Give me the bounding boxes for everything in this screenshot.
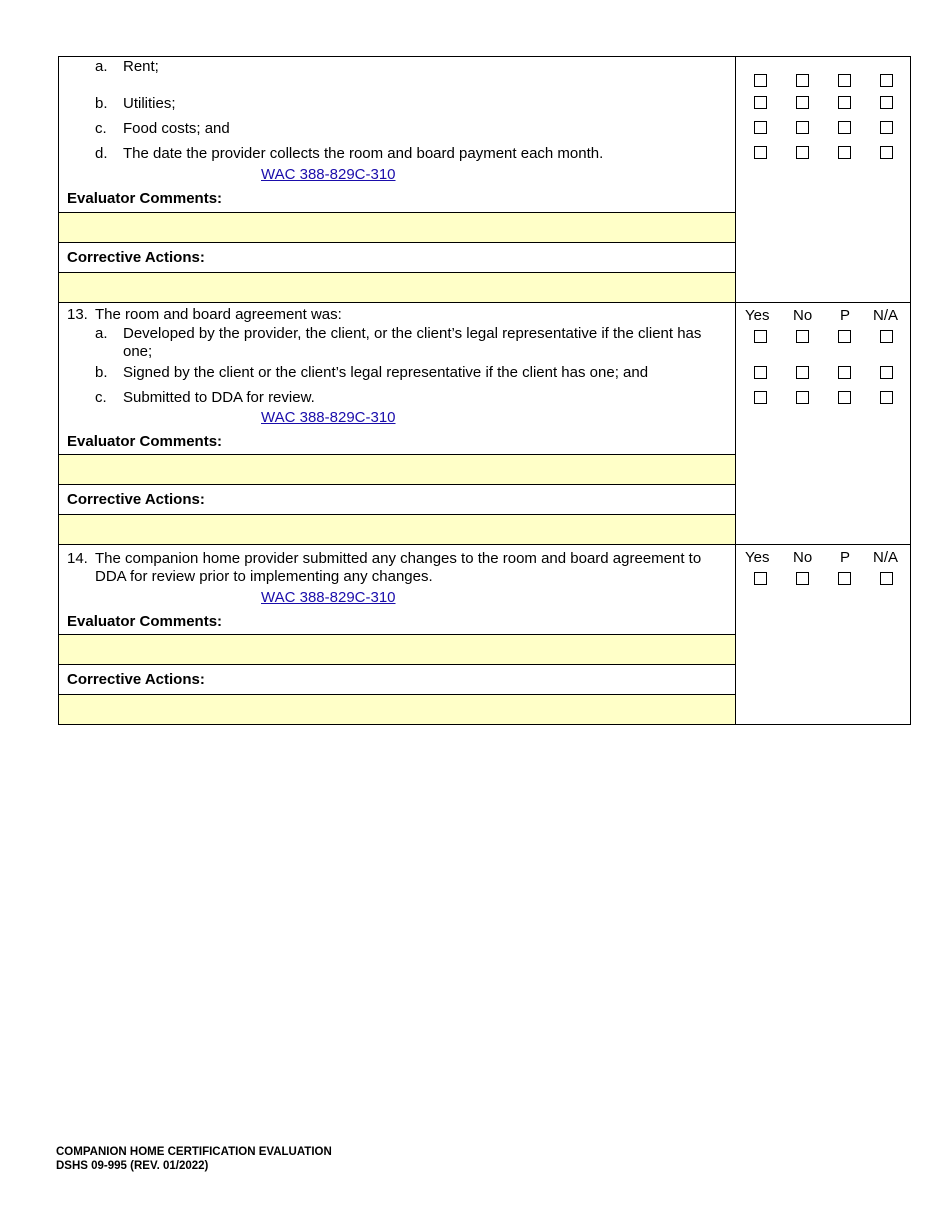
question-text: The companion home provider submitted any changes to the room and board agreement to [95,550,702,567]
checkbox-b-no[interactable] [796,366,809,379]
checkbox-na[interactable] [880,572,893,585]
evaluator-comments-label: Evaluator Comments: [67,613,223,630]
item-d-text: The date the provider collects the room and board payment each month. [123,145,604,162]
header-no: No [793,549,813,566]
checkbox-no[interactable] [796,572,809,585]
item-a-text: Rent; [123,58,159,75]
section-13-question [59,303,735,454]
checkbox-b-p[interactable] [838,96,851,109]
header-yes: Yes [745,549,770,566]
section-13-content [59,303,736,544]
item-c-text: Food costs; and [123,120,230,137]
wac-link[interactable]: WAC 388-829C-310 [261,589,396,606]
item-a-letter: a. [95,58,108,75]
checkbox-a-yes[interactable] [754,74,767,87]
item-b-text: Utilities; [123,95,176,112]
item-c-letter: c. [95,389,107,406]
checkbox-a-na[interactable] [880,330,893,343]
checkbox-d-yes[interactable] [754,146,767,159]
item-c-letter: c. [95,120,107,137]
checkbox-b-na[interactable] [880,96,893,109]
header-no: No [793,307,813,324]
section-13 [59,303,910,545]
checkbox-a-yes[interactable] [754,330,767,343]
checkbox-b-yes[interactable] [754,366,767,379]
section-14-question [59,545,735,634]
item-b-letter: b. [95,95,108,112]
corrective-actions-label: Corrective Actions: [59,242,735,272]
evaluator-comments-field[interactable] [59,212,735,242]
checkbox-b-yes[interactable] [754,96,767,109]
checkbox-d-no[interactable] [796,146,809,159]
checkbox-d-na[interactable] [880,146,893,159]
checkbox-a-p[interactable] [838,74,851,87]
item-a-text-cont: one; [123,343,153,360]
corrective-actions-field[interactable] [59,694,735,724]
corrective-actions-field[interactable] [59,514,735,544]
checkbox-c-p[interactable] [838,121,851,134]
evaluator-comments-label: Evaluator Comments: [67,433,223,450]
section-13-answers [736,303,910,544]
corrective-actions-label: Corrective Actions: [59,664,735,694]
checkbox-p[interactable] [838,572,851,585]
wac-link[interactable]: WAC 388-829C-310 [261,166,396,183]
checkbox-c-no[interactable] [796,121,809,134]
corrective-actions-field[interactable] [59,272,735,302]
question-number: 13. [67,306,88,323]
item-d-letter: d. [95,145,108,162]
section-12 [59,57,910,303]
checkbox-d-p[interactable] [838,146,851,159]
checkbox-c-yes[interactable] [754,391,767,404]
item-c-text: Submitted to DDA for review. [123,389,315,406]
checkbox-a-no[interactable] [796,330,809,343]
item-a-text: Developed by the provider, the client, or the client’s legal representative if the client has [123,325,702,342]
item-b-letter: b. [95,364,108,381]
wac-link[interactable]: WAC 388-829C-310 [261,409,396,426]
footer-title: COMPANION HOME CERTIFICATION EVALUATION [56,1146,332,1158]
checkbox-b-na[interactable] [880,366,893,379]
item-a-letter: a. [95,325,108,342]
evaluation-form [58,56,911,725]
question-number: 14. [67,550,88,567]
section-14-answers [736,545,910,724]
checkbox-c-p[interactable] [838,391,851,404]
checkbox-c-yes[interactable] [754,121,767,134]
checkbox-yes[interactable] [754,572,767,585]
section-12-content [59,57,736,302]
checkbox-c-no[interactable] [796,391,809,404]
header-p: P [840,307,851,324]
section-14-content [59,545,736,724]
question-text: The room and board agreement was: [95,306,342,323]
header-p: P [840,549,851,566]
checkbox-c-na[interactable] [880,121,893,134]
section-14 [59,545,910,724]
header-yes: Yes [745,307,770,324]
question-text-cont: DDA for review prior to implementing any changes. [95,568,433,585]
corrective-actions-label: Corrective Actions: [59,484,735,514]
checkbox-a-na[interactable] [880,74,893,87]
page-footer [56,1145,332,1173]
checkbox-a-p[interactable] [838,330,851,343]
footer-form-id: DSHS 09-995 (REV. 01/2022) [56,1160,209,1172]
section-12-answers [736,57,910,302]
header-na: N/A [873,549,899,566]
section-12-question [59,57,735,212]
checkbox-a-no[interactable] [796,74,809,87]
evaluator-comments-field[interactable] [59,454,735,484]
checkbox-c-na[interactable] [880,391,893,404]
checkbox-b-p[interactable] [838,366,851,379]
item-b-text: Signed by the client or the client’s legal representative if the client has one; and [123,364,649,381]
evaluator-comments-label: Evaluator Comments: [67,190,223,207]
header-na: N/A [873,307,899,324]
evaluator-comments-field[interactable] [59,634,735,664]
checkbox-b-no[interactable] [796,96,809,109]
